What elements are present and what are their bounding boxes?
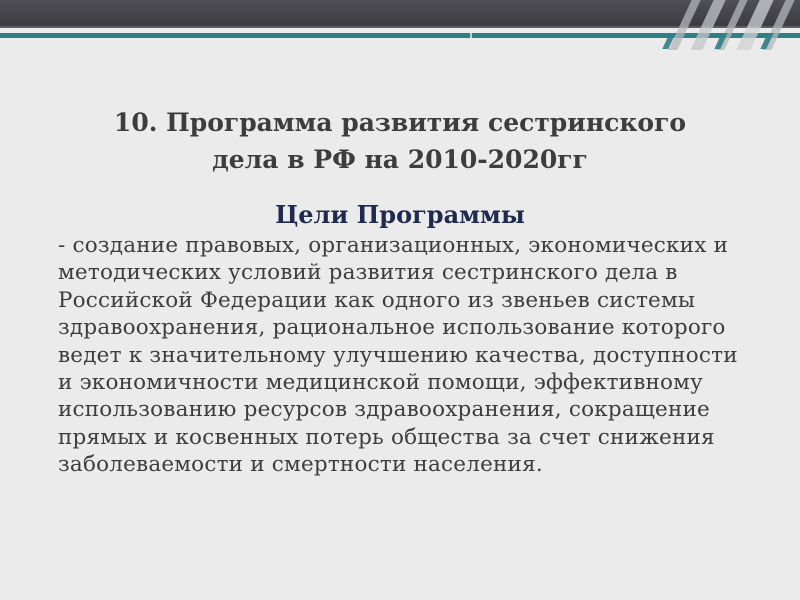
goals-paragraph: - создание правовых, организационных, экономических и методических условий развития сестринского дела в Российской Федерации как одного из звеньев системы здравоохранения, рациональное использование которого ведет к значительному улучшению качества, доступности и экономичности медицинской помощи, эффективному использованию ресурсов здравоохранения, сокращение прямых и косвенных потерь общества за счет снижения заболеваемости и смертности населения. [58,233,738,478]
accent-bar-tick [470,33,472,38]
section-heading: Цели Программы [275,200,525,229]
slide-title-line-1: 10. Программа развития сестринского [113,108,687,137]
slide-title [60,104,740,178]
decorative-stripes [660,0,800,50]
slide-title-line-2: дела в РФ на 2010-2020гг [212,145,588,174]
